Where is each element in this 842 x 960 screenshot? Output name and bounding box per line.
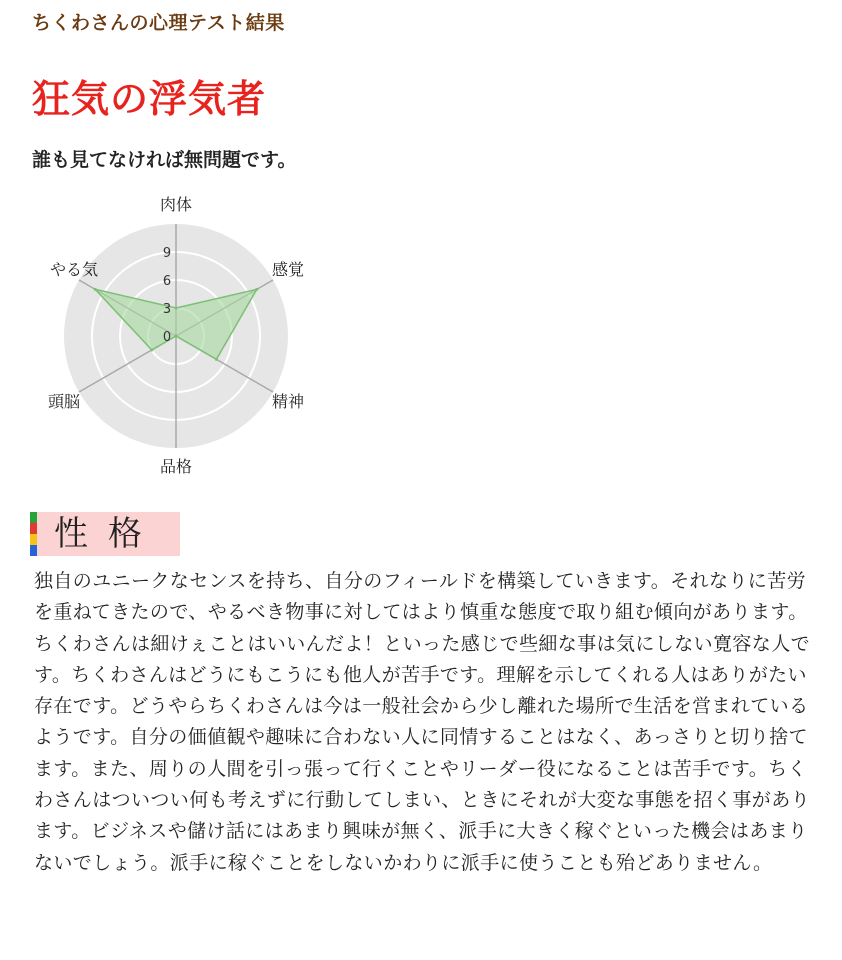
stripe-blue — [30, 545, 37, 556]
stripe-green — [30, 512, 37, 523]
radar-tick-label: 6 — [162, 274, 172, 289]
page-header: ちくわさんの心理テスト結果 — [32, 12, 285, 34]
radar-data-point — [175, 307, 178, 310]
section-heading-text: 性格 — [54, 514, 162, 554]
color-stripe — [30, 512, 37, 556]
radar-axis-label: 頭脳 — [47, 392, 80, 411]
radar-data-point — [215, 358, 218, 361]
radar-data-point — [175, 335, 178, 338]
radar-axis-label: 品格 — [159, 457, 193, 476]
radar-axis-label: やる気 — [49, 260, 98, 279]
radar-axis-label: 感覚 — [272, 260, 305, 279]
radar-tick-label: 3 — [162, 302, 172, 317]
radar-data-point — [150, 349, 153, 352]
radar-chart — [0, 180, 360, 480]
radar-axis-label: 精神 — [272, 392, 305, 411]
section-heading-personality — [30, 512, 180, 556]
stripe-yellow — [30, 534, 37, 545]
radar-tick-label: 9 — [162, 246, 172, 261]
radar-data-point — [94, 288, 97, 291]
radar-axis-label: 肉体 — [159, 195, 193, 214]
result-title: 狂気の浮気者 — [32, 77, 267, 121]
radar-tick-label: 0 — [162, 330, 172, 345]
personality-description: 独自のユニークなセンスを持ち、自分のフィールドを構築していきます。それなりに苦労を重ねてきたので、やるべき物事に対してはより慎重な態度で取り組む傾向があります。ちくわさんは細けぇことはいいんだよ！といった感じで些細な事は気にしない寛容な人です。ちくわさんはどうにもこうにも他人が苦手です。理解を示してくれる人はありがたい存在です。どうやらちくわさんは今は一般社会から少し離れた場所で生活を営まれているようです。自分の価値観や趣味に合わない人に同情することはなく、あっさりと切り捨てます。また、周りの人間を引っ張って行くことやリーダー役になることは苦手です。ちくわさんはついつい何も考えずに行動してしまい、ときにそれが大変な事態を招く事があります。ビジネスや儲け話にはあまり興味が無く、派手に大きく稼ぐといった機会はあまりないでしょう。派手に稼ぐことをしないかわりに派手に使うことも殆どありません。 — [34, 570, 811, 874]
stripe-red — [30, 523, 37, 534]
result-subtitle: 誰も見てなければ無問題です。 — [32, 149, 297, 171]
radar-data-point — [255, 288, 258, 291]
